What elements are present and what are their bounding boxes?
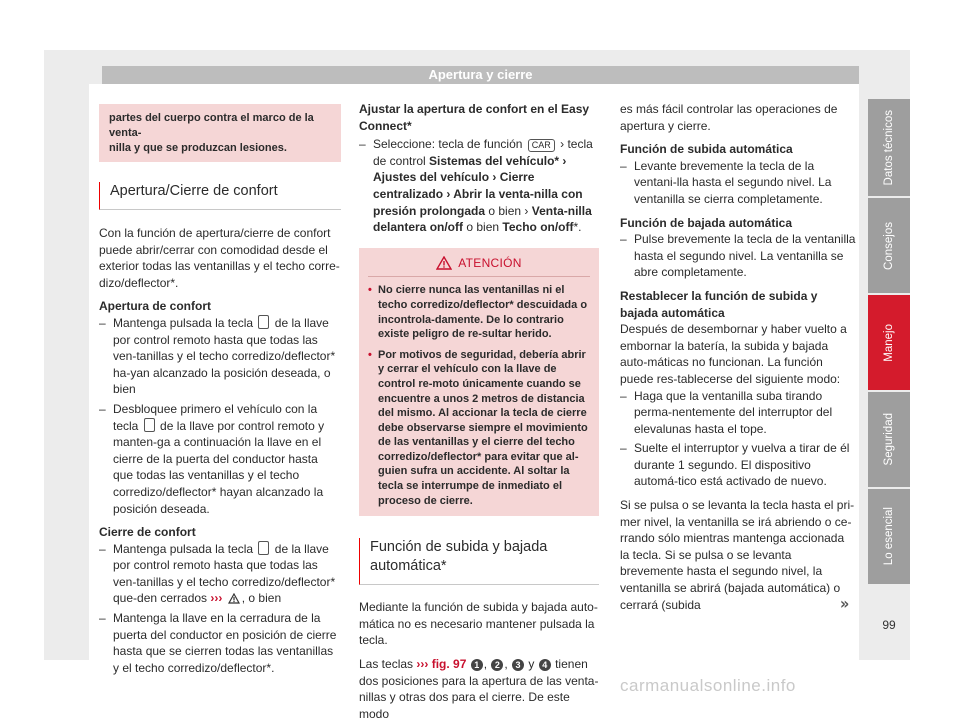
subida-title: Función de subida automática xyxy=(620,142,793,157)
tab-consejos[interactable] xyxy=(868,198,910,293)
seleccione-item xyxy=(359,136,599,236)
cierre-item-1-pre: Mantenga pulsada la tecla xyxy=(113,541,254,556)
column-2 xyxy=(359,84,599,722)
atencion-label: ATENCIÓN xyxy=(458,255,522,270)
p2-post: tienen dos posiciones para la apertura de las venta-nillas y otras dos para el cierre. De este modo xyxy=(359,657,599,721)
sel-end: *. xyxy=(573,220,582,235)
cierre-item-1 xyxy=(99,541,341,607)
tab-label: Seguridad xyxy=(883,413,895,466)
automatica-p2: Las teclas ››› fig. 97 1 , 2 , 3 y 4 tienen dos posiciones para la apertura de las venta-nillas y otras dos para el cierre. De este modo xyxy=(359,657,599,721)
ajustar-title: Ajustar la apertura de confort en el Easy Connect* xyxy=(359,102,590,133)
intro-paragraph: Con la función de apertura/cierre de confort puede abrir/cerrar con comodidad desde el exterior todas las ventanillas y el techo corre-dizo/deflector*. xyxy=(99,226,340,290)
cierre-item-2: – Mantenga la llave en la cerradura de la puerta del conductor en posición de cierre hasta que se cierren todas las ventanillas y el techo corredizo/deflector*. xyxy=(99,610,341,676)
bajada-title: Función de bajada automática xyxy=(620,215,793,230)
option-window: Venta-nilla delantera on/off xyxy=(373,203,592,235)
callout-2: 2 xyxy=(491,659,503,671)
atencion-box xyxy=(359,248,599,517)
tab-label: Consejos xyxy=(883,221,895,270)
callout-1: 1 xyxy=(471,659,483,671)
key-unlock-icon xyxy=(144,418,155,432)
col3-p1: es más fácil controlar las operaciones de apertura y cierre. xyxy=(620,102,838,133)
warning-triangle-icon xyxy=(436,256,452,270)
cierre-title: Cierre de confort xyxy=(99,525,196,540)
section-heading-wrap-2 xyxy=(359,538,599,585)
car-key: CAR xyxy=(528,139,555,152)
option-roof: Techo on/off xyxy=(502,220,574,235)
cierre-item-1-end: , o bien xyxy=(241,591,282,606)
column-1 xyxy=(99,84,341,676)
col3-last-paragraph: Si se pulsa o se levanta la tecla hasta el pri-mer nivel, la ventanilla se irá abriendo o ce-rrando sólo mientras mantenga accionada la tecla. Si se pulsa o se levanta brevemente hasta el segundo nivel, la ventanilla se abrirá (bajada automática) o cerrará (subida xyxy=(620,498,855,612)
or-1: o bien › xyxy=(488,203,529,218)
apertura-title: Apertura de confort xyxy=(99,299,212,314)
seleccione-mid: › tecla de control xyxy=(373,137,593,168)
p2-and: y xyxy=(528,657,535,672)
cross-ref-arrow[interactable]: ››› xyxy=(210,591,223,606)
or-2: o bien xyxy=(466,220,500,235)
tab-label: Manejo xyxy=(883,323,895,362)
apertura-item-1-post: de la llave por control remoto hasta que todas las ven-tanillas y el techo corredizo/deflector* ha-yan alcanzado la posición deseada, o bien xyxy=(113,315,336,397)
page-header: Apertura y cierre xyxy=(102,66,859,84)
section-title-automatica: Función de subida y bajada automática* xyxy=(359,538,599,585)
continue-mark: » xyxy=(840,594,850,613)
automatica-p1: Mediante la función de subida y bajada auto-mática no es necesario mantener pulsada la tecla. xyxy=(359,600,598,648)
tab-manejo[interactable] xyxy=(868,295,910,390)
restablecer-item-1: – Haga que la ventanilla suba tirando perma-nentemente del interruptor del elevalunas hasta el tope. xyxy=(620,388,856,438)
warning-triangle-icon xyxy=(228,593,240,604)
cierre-item-1-post: de la llave por control remoto hasta que todas las ven-tanillas y el techo corredizo/deflector* que-den cerrados xyxy=(113,541,336,606)
warning-continuation: partes del cuerpo contra el marco de la venta- nilla y que se produzcan lesiones. xyxy=(99,104,341,162)
seleccione-pre: Seleccione: tecla de función xyxy=(373,137,523,152)
page-number: 99 xyxy=(882,618,896,632)
section-heading-wrap xyxy=(99,182,341,210)
restablecer-title: Restablecer la función de subida y bajada automática xyxy=(620,288,818,320)
subida-item: – Levante brevemente la tecla de la ventani-lla hasta el segundo nivel. La ventanilla se cierra completamente. xyxy=(620,158,856,208)
callout-4: 4 xyxy=(539,659,551,671)
tab-datos-tecnicos[interactable] xyxy=(868,99,910,196)
column-3 xyxy=(620,84,856,613)
tab-label: Lo esencial xyxy=(883,507,895,566)
key-unlock-icon xyxy=(258,315,269,329)
tab-lo-esencial[interactable] xyxy=(868,489,910,584)
restablecer-paragraph: Después de desembornar y haber vuelto a embornar la batería, la subida y bajada auto-máticas no funcionan. La función puede res-tablecerse del siguiente modo: xyxy=(620,322,847,386)
key-lock-icon xyxy=(258,541,269,555)
apertura-item-2-pre: Desbloquee primero el vehículo con la tecla xyxy=(113,401,318,433)
callout-3: 3 xyxy=(512,659,524,671)
section-title-confort: Apertura/Cierre de confort xyxy=(99,182,341,210)
bajada-item: – Pulse brevemente la tecla de la ventanilla hasta el segundo nivel. La ventanilla se abre completamente. xyxy=(620,231,856,281)
watermark: carmanualsonline.info xyxy=(620,676,796,695)
apertura-item-1 xyxy=(99,315,341,398)
apertura-item-2 xyxy=(99,401,341,517)
atencion-item-1: • No cierre nunca las ventanillas ni el techo corredizo/deflector* descuidada o incontrola-damente. De lo contrario existe peligro de re-sultar herido. xyxy=(368,283,590,341)
p2-pre: Las teclas xyxy=(359,657,414,672)
tab-seguridad[interactable] xyxy=(868,392,910,487)
tab-label: Datos técnicos xyxy=(883,109,895,186)
apertura-item-1-pre: Mantenga pulsada la tecla xyxy=(113,315,254,330)
apertura-item-2-post: de la llave por control remoto y manten-ga a continuación la llave en el cierre de la puerta del conductor hasta que todas las ventanillas y el techo corredizo/deflector* hayan alcanzado la posición deseada. xyxy=(113,418,325,516)
menu-path: Sistemas del vehículo* › Ajustes del vehículo › Cierre centralizado › Abrir la venta-nilla con presión prolongada xyxy=(373,153,583,218)
fig-ref-link[interactable]: ››› fig. 97 xyxy=(416,657,467,672)
atencion-item-2: • Por motivos de seguridad, debería abrir y cerrar el vehículo con la llave de control re-moto únicamente cuando se encuentre a unos 2 metros de distancia del mismo. Al accionar la tecla de cierre debe observarse siempre el movimiento de las ventanillas y el cierre del techo corredizo/deflector* para evitar que al-guien sufra un accidente. Al soltar la tecla se interrumpe de inmediato el proceso de cierre. xyxy=(368,348,590,509)
restablecer-item-2: – Suelte el interruptor y vuelva a tirar de él durante 1 segundo. El dispositivo automá-tico está activado de nuevo. xyxy=(620,440,856,490)
atencion-header xyxy=(368,248,590,278)
